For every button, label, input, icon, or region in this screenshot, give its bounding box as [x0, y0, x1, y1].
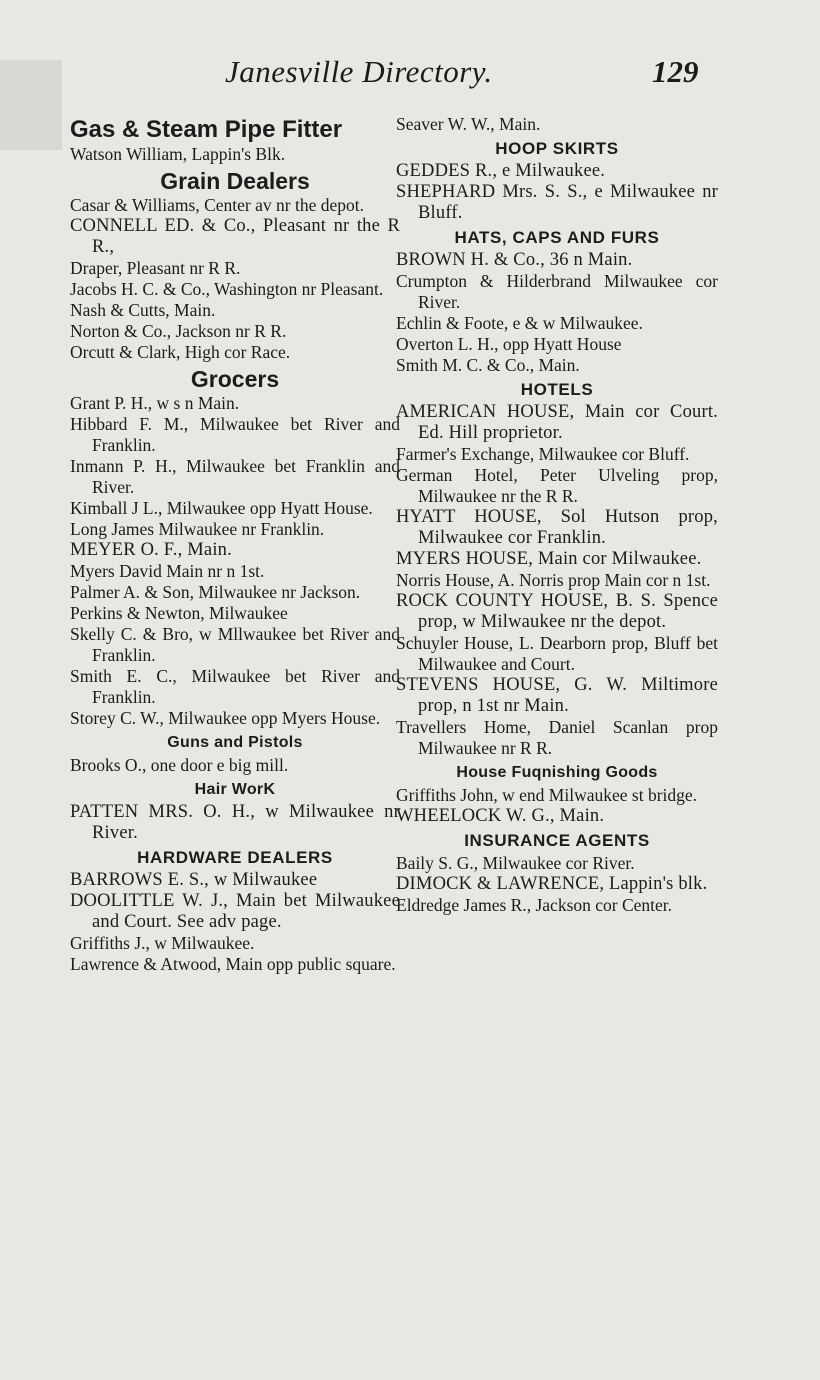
directory-entry: BARROWS E. S., w Milwaukee — [70, 870, 318, 890]
left-column — [70, 114, 400, 975]
directory-entry: Nash & Cutts, Main. — [70, 300, 216, 320]
section-heading: Hair WorK — [194, 781, 276, 798]
directory-entry: Storey C. W., Milwaukee opp Myers House. — [70, 708, 381, 728]
directory-entry: Overton L. H., opp Hyatt House — [396, 334, 622, 354]
directory-entry: Norton & Co., Jackson nr R R. — [70, 321, 287, 341]
directory-entry: MYERS HOUSE, Main cor Milwaukee. — [396, 549, 702, 569]
directory-entry: Skelly C. & Bro, w Mllwaukee bet River and Franklin. — [70, 624, 400, 665]
section-heading: Grocers — [190, 366, 280, 392]
directory-entry: Myers David Main nr n 1st. — [70, 561, 265, 581]
directory-entry: SHEPHARD Mrs. S. S., e Milwaukee nr Bluff. — [396, 182, 718, 223]
directory-entry: Perkins & Newton, Milwaukee — [70, 603, 288, 623]
directory-entry: Griffiths John, w end Milwaukee st bridge. — [396, 785, 698, 805]
directory-entry: DOOLITTLE W. J., Main bet Milwaukee and Court. See adv page. — [70, 891, 400, 932]
section-heading: HARDWARE DEALERS — [137, 848, 333, 867]
section-heading: Grain Dealers — [160, 168, 310, 194]
directory-entry: PATTEN MRS. O. H., w Milwaukee nr River. — [70, 802, 400, 843]
directory-entry: Inmann P. H., Milwaukee bet Franklin and River. — [70, 456, 400, 497]
directory-entry: Eldredge James R., Jackson cor Center. — [396, 895, 673, 915]
running-head-title: Janesville Directory. — [225, 54, 493, 89]
directory-entry: AMERICAN HOUSE, Main cor Court. Ed. Hill proprietor. — [396, 402, 718, 443]
directory-entry: Farmer's Exchange, Milwaukee cor Bluff. — [396, 444, 690, 464]
directory-entry: Long James Milwaukee nr Franklin. — [70, 519, 325, 539]
directory-entry: German Hotel, Peter Ulveling prop, Milwaukee nr the R R. — [396, 465, 718, 506]
directory-entry: Palmer A. & Son, Milwaukee nr Jackson. — [70, 582, 361, 602]
directory-entry: ROCK COUNTY HOUSE, B. S. Spence prop, w Milwaukee nr the depot. — [396, 591, 718, 632]
right-column — [396, 114, 718, 916]
directory-entry: STEVENS HOUSE, G. W. Miltimore prop, n 1st nr Main. — [396, 675, 718, 716]
directory-entry: DIMOCK & LAWRENCE, Lappin's blk. — [396, 874, 708, 894]
directory-entry: Casar & Williams, Center av nr the depot. — [70, 195, 364, 215]
directory-entry: Smith M. C. & Co., Main. — [396, 355, 580, 375]
directory-entry: Baily S. G., Milwaukee cor River. — [396, 853, 635, 873]
directory-entry: Lawrence & Atwood, Main opp public square. — [70, 954, 396, 974]
directory-entry: MEYER O. F., Main. — [70, 540, 232, 560]
section-heading: Guns and Pistols — [167, 734, 303, 751]
directory-entry: Grant P. H., w s n Main. — [70, 393, 240, 413]
directory-entry: Seaver W. W., Main. — [396, 114, 541, 134]
directory-entry: Echlin & Foote, e & w Milwaukee. — [396, 313, 643, 333]
directory-entry: BROWN H. & Co., 36 n Main. — [396, 250, 633, 270]
section-heading: House Fuqnishing Goods — [456, 764, 658, 781]
directory-entry: Orcutt & Clark, High cor Race. — [70, 342, 291, 362]
directory-entry: Draper, Pleasant nr R R. — [70, 258, 241, 278]
directory-entry: Watson William, Lappin's Blk. — [70, 144, 286, 164]
section-heading: HOOP SKIRTS — [495, 139, 619, 158]
section-heading: INSURANCE AGENTS — [464, 831, 650, 850]
directory-entry: Schuyler House, L. Dearborn prop, Bluff bet Milwaukee and Court. — [396, 633, 718, 674]
directory-entry: Norris House, A. Norris prop Main cor n 1st. — [396, 570, 711, 590]
directory-entry: Jacobs H. C. & Co., Washington nr Pleasant. — [70, 279, 384, 299]
directory-entry: HYATT HOUSE, Sol Hutson prop, Milwaukee cor Franklin. — [396, 507, 718, 548]
directory-entry: Smith E. C., Milwaukee bet River and Franklin. — [70, 666, 400, 707]
section-heading: HATS, CAPS AND FURS — [454, 228, 660, 247]
directory-entry: WHEELOCK W. G., Main. — [396, 806, 605, 826]
directory-entry: Hibbard F. M., Milwaukee bet River and Franklin. — [70, 414, 400, 455]
directory-entry: Travellers Home, Daniel Scanlan prop Milwaukee nr R R. — [396, 717, 718, 758]
directory-entry: Kimball J L., Milwaukee opp Hyatt House. — [70, 498, 373, 518]
directory-entry: CONNELL ED. & Co., Pleasant nr the R R., — [70, 216, 400, 257]
directory-entry: Brooks O., one door e big mill. — [70, 755, 289, 775]
directory-entry: Crumpton & Hilderbrand Milwaukee cor River. — [396, 271, 718, 312]
running-head — [0, 54, 820, 94]
directory-entry: GEDDES R., e Milwaukee. — [396, 161, 606, 181]
section-heading: HOTELS — [520, 380, 594, 399]
page-number: 129 — [652, 54, 699, 89]
directory-entry: Griffiths J., w Milwaukee. — [70, 933, 255, 953]
section-heading: Gas & Steam Pipe Fitter — [70, 116, 343, 143]
